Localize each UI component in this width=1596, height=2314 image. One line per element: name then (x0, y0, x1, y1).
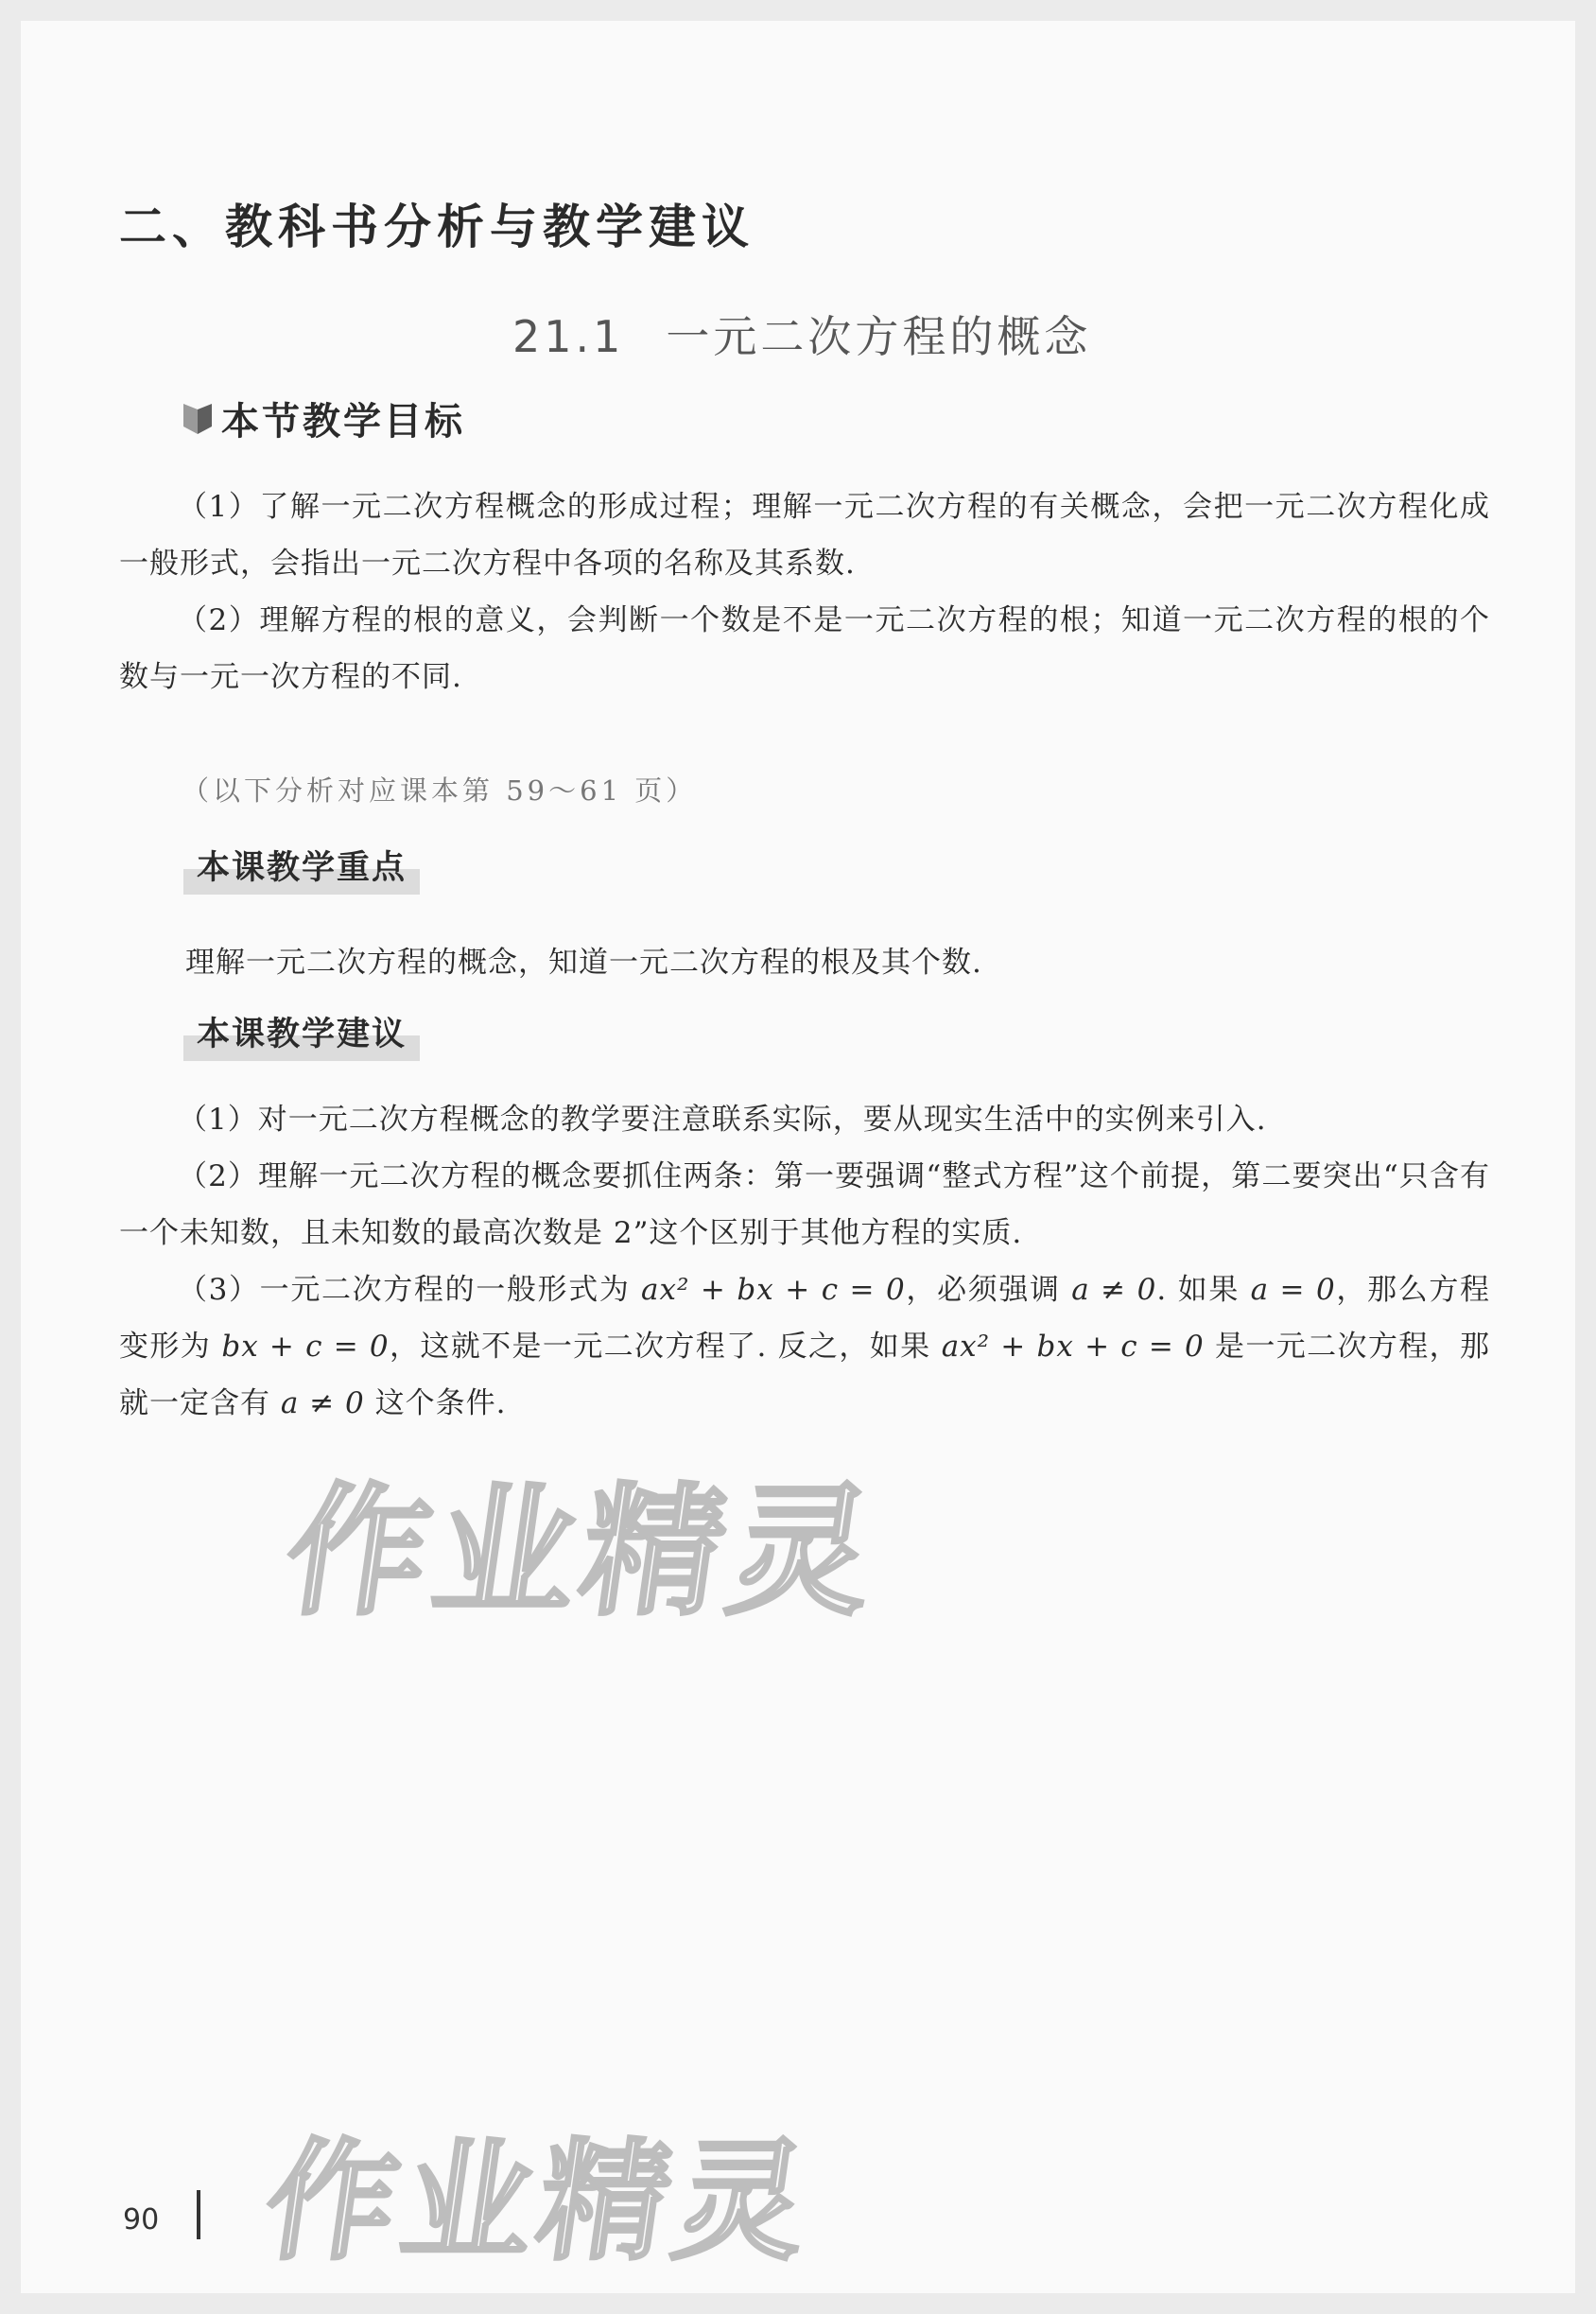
advice-item: （2）理解一元二次方程的概念要抓住两条：第一要强调“整式方程”这个前提，第二要突出“只含有一个未知数，且未知数的最高次数是 2”这个区别于其他方程的实质. (119, 1159, 1490, 1250)
math-expression: a ≠ 0 (1071, 1273, 1157, 1307)
advice-text: . 如果 (1156, 1273, 1251, 1307)
advice-text: ，这就不是一元二次方程了. 反之，如果 (389, 1330, 942, 1364)
math-expression: ax² + bx + c = 0 (641, 1273, 906, 1307)
page-number: 90 (123, 2203, 160, 2236)
page-number-rule (197, 2190, 200, 2239)
advice-text: （3）一元二次方程的一般形式为 (178, 1273, 641, 1307)
math-expression: ax² + bx + c = 0 (941, 1330, 1205, 1364)
math-expression: a ≠ 0 (280, 1386, 365, 1420)
math-expression: a = 0 (1250, 1273, 1336, 1307)
watermark: 作业精灵 (256, 2126, 823, 2278)
part-heading: 二、教科书分析与教学建议 (119, 200, 755, 254)
goal-item: （1）了解一元二次方程概念的形成过程；理解一元二次方程的有关概念，会把一元二次方程化成一般形式，会指出一元二次方程中各项的名称及其系数. (119, 490, 1490, 581)
textbook-page (21, 21, 1575, 2293)
advice-text: 是一元二次方程，那就一定含有 (119, 1330, 1491, 1420)
advice-text: 这个条件. (364, 1386, 507, 1420)
goals-heading-text: 本节教学目标 (221, 400, 465, 444)
math-expression: bx + c = 0 (221, 1330, 390, 1364)
advice-text: ，那么方程变形为 (119, 1273, 1491, 1364)
watermark: 作业精灵 (275, 1470, 890, 1635)
advice-item: （1）对一元二次方程概念的教学要注意联系实际，要从现实生活中的实例来引入. (178, 1103, 1267, 1137)
advice-heading: 本课教学建议 (183, 1004, 420, 1061)
key-points-heading: 本课教学重点 (183, 838, 420, 895)
goals-list (119, 478, 1490, 705)
shield-bullet-icon (182, 402, 214, 436)
advice-text: ，必须强调 (905, 1273, 1072, 1307)
key-points-text: 理解一元二次方程的概念，知道一元二次方程的根及其个数. (185, 946, 982, 980)
section-number: 21.1 (512, 311, 625, 362)
section-title (512, 303, 1091, 365)
section-name: 一元二次方程的概念 (666, 311, 1092, 362)
advice-item (119, 1261, 1490, 1432)
goals-heading (182, 391, 465, 445)
page-reference: （以下分析对应课本第 59～61 页） (182, 774, 698, 807)
goal-item: （2）理解方程的根的意义，会判断一个数是不是一元二次方程的根；知道一元二次方程的根的个数与一元一次方程的不同. (119, 603, 1490, 694)
advice-list (119, 1091, 1490, 1432)
